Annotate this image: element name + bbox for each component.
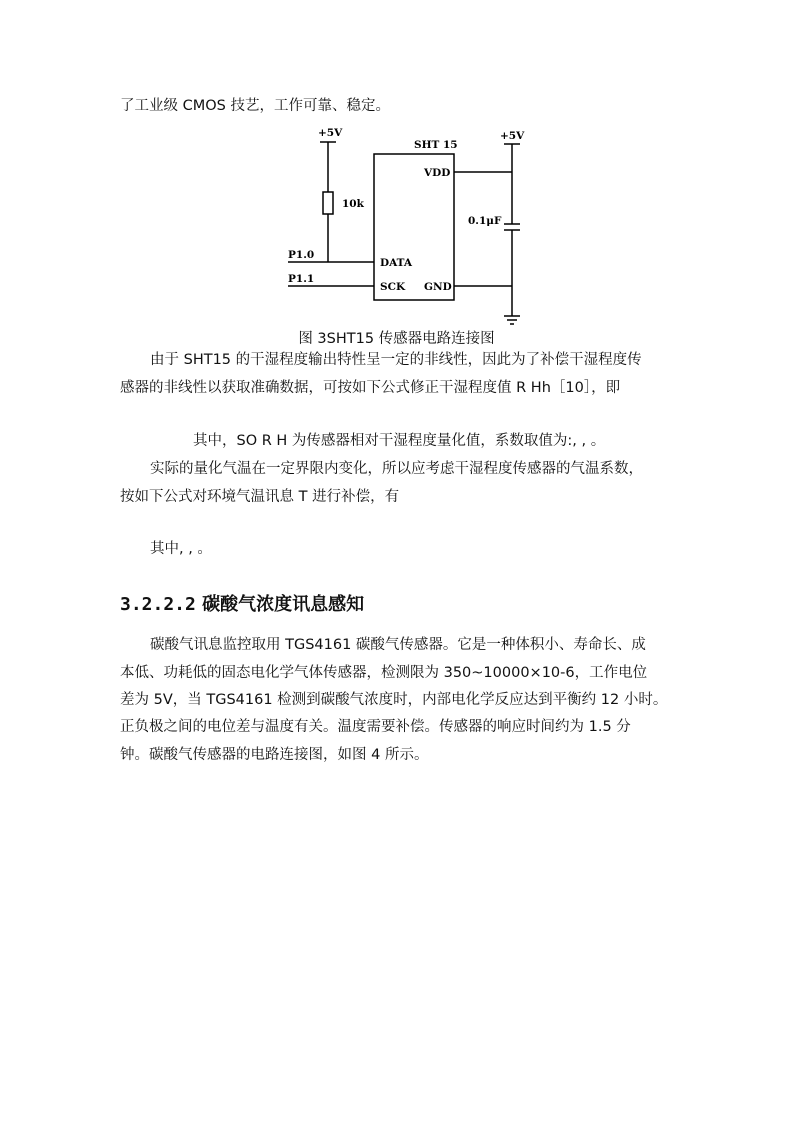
vdd-pin-label: VDD bbox=[424, 167, 451, 179]
resistor-symbol bbox=[323, 192, 333, 214]
text-line: 其中, , 。 bbox=[150, 541, 212, 557]
p10-label: P1.0 bbox=[288, 249, 315, 261]
resistor-label: 10k bbox=[342, 198, 364, 210]
gnd-pin-label: GND bbox=[424, 281, 452, 293]
figure-caption: 图 3SHT15 传感器电路连接图 bbox=[298, 331, 495, 347]
section-heading bbox=[120, 590, 364, 616]
text-line: 钟。碳酸气传感器的电路连接图，如图 4 所示。 bbox=[120, 747, 429, 763]
text-line: 本低、功耗低的固态电化学气体传感器，检测限为 350~10000×10-6，工作电位 bbox=[120, 665, 648, 681]
text-line: 了工业级 CMOS 技艺，工作可靠、稳定。 bbox=[120, 98, 390, 114]
text-line: 感器的非线性以获取准确数据，可按如下公式修正干湿程度值 R Hh［10］，即 bbox=[120, 380, 621, 396]
section-title: 碳酸气浓度讯息感知 bbox=[202, 594, 365, 615]
text-line: 其中，SO R H 为传感器相对干湿程度量化值，系数取值为:, , 。 bbox=[193, 433, 606, 449]
text-line: 由于 SHT15 的干湿程度输出特性呈一定的非线性，因此为了补偿干湿程度传 bbox=[150, 352, 642, 368]
vcc-right-label: +5V bbox=[500, 130, 525, 142]
text-line: 碳酸气讯息监控取用 TGS4161 碳酸气传感器。它是一种体积小、寿命长、成 bbox=[150, 637, 646, 653]
chip-label: SHT 15 bbox=[414, 139, 458, 151]
capacitor-label: 0.1μF bbox=[468, 215, 502, 227]
text-line: 差为 5V，当 TGS4161 检测到碳酸气浓度时，内部电化学反应达到平衡约 12 小时。 bbox=[120, 692, 668, 708]
text-line: 实际的量化气温在一定界限内变化，所以应考虑干湿程度传感器的气温系数， bbox=[150, 461, 643, 477]
text-line: 正负极之间的电位差与温度有关。温度需要补偿。传感器的响应时间约为 1.5 分 bbox=[120, 719, 631, 735]
section-number: 3.2.2.2 bbox=[120, 594, 196, 615]
vcc-left-label: +5V bbox=[318, 127, 343, 139]
data-pin-label: DATA bbox=[380, 257, 413, 269]
sht15-circuit-diagram bbox=[284, 124, 534, 330]
p11-label: P1.1 bbox=[288, 273, 315, 285]
text-line: 按如下公式对环境气温讯息 T 进行补偿，有 bbox=[120, 489, 400, 505]
sck-pin-label: SCK bbox=[380, 281, 406, 293]
